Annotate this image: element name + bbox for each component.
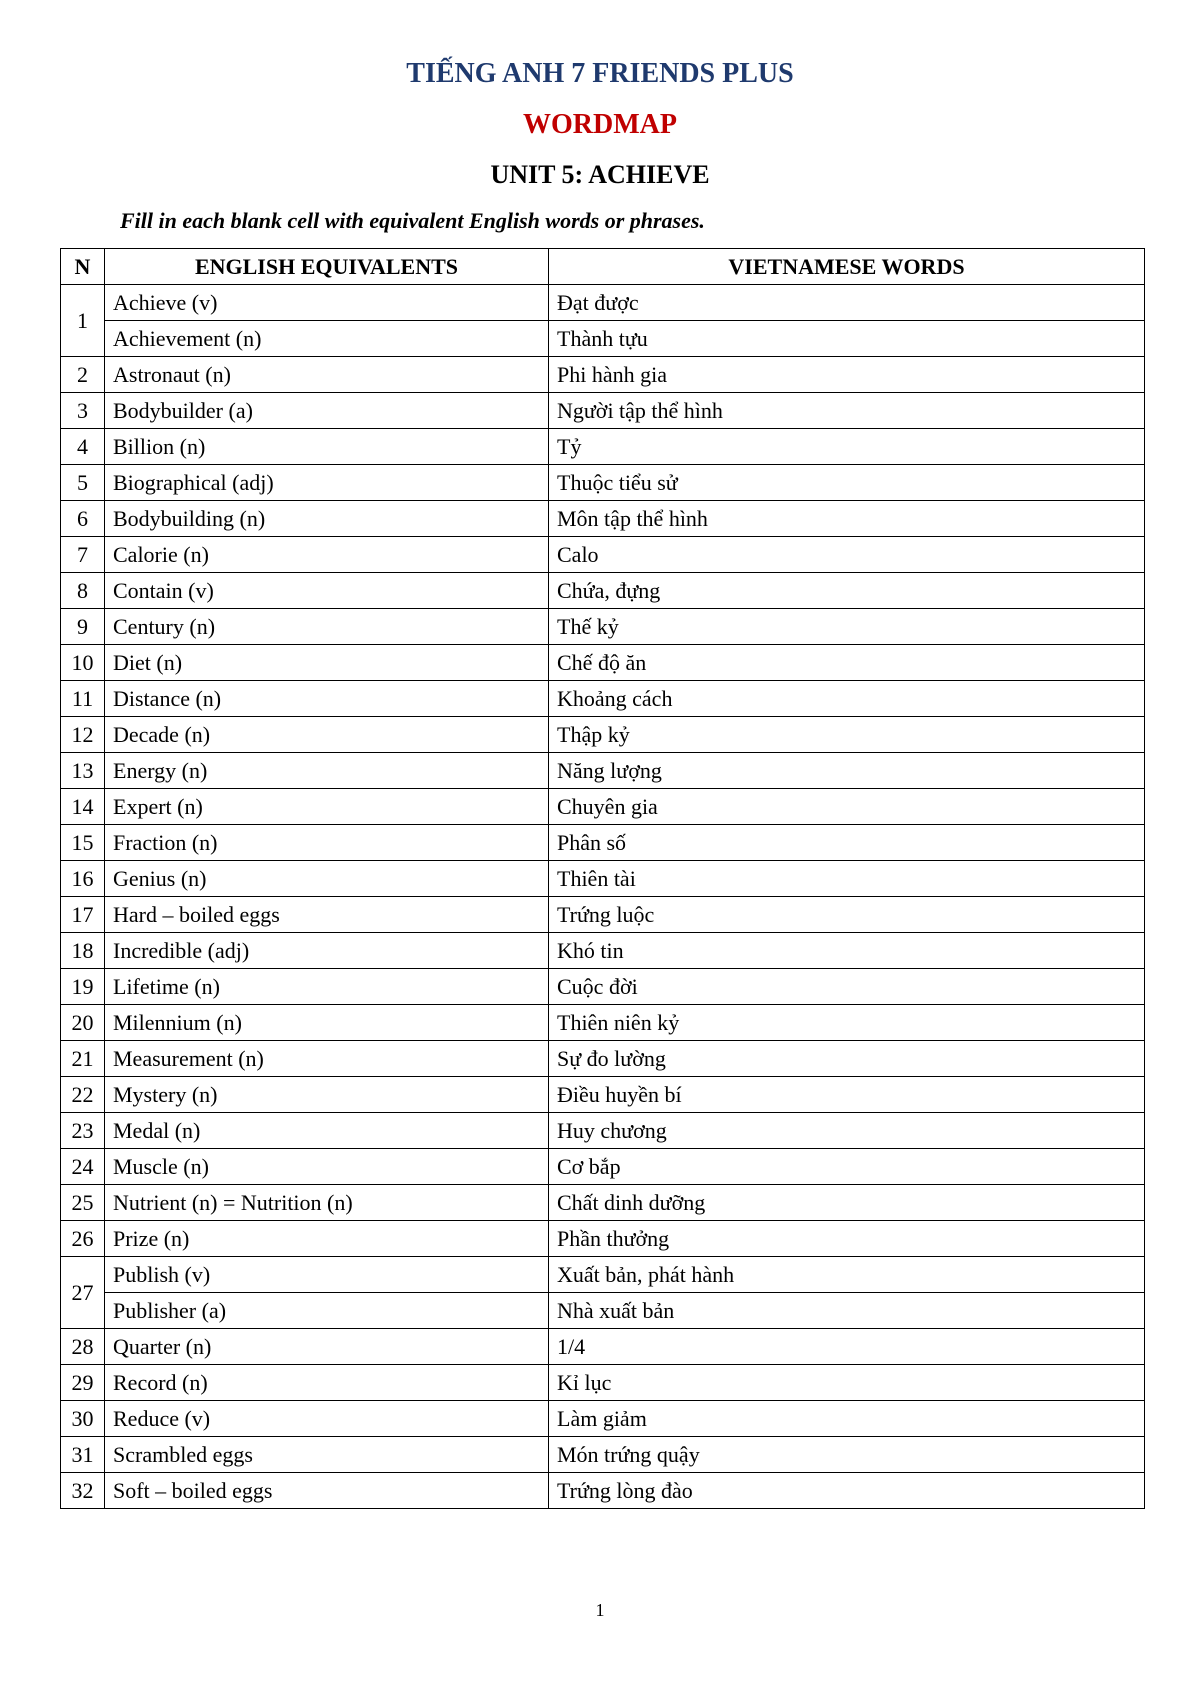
row-number: 29 (61, 1365, 105, 1401)
row-number: 25 (61, 1185, 105, 1221)
row-number: 5 (61, 465, 105, 501)
vietnamese-cell: Trứng lòng đào (549, 1473, 1145, 1509)
vietnamese-cell: Năng lượng (549, 753, 1145, 789)
vietnamese-cell: Xuất bản, phát hành (549, 1257, 1145, 1293)
english-cell: Quarter (n) (105, 1329, 549, 1365)
english-cell: Bodybuilder (a) (105, 393, 549, 429)
english-cell: Soft – boiled eggs (105, 1473, 549, 1509)
vietnamese-cell: Khoảng cách (549, 681, 1145, 717)
english-cell: Publisher (a) (105, 1293, 549, 1329)
vietnamese-cell: Thành tựu (549, 321, 1145, 357)
vietnamese-cell: Thiên tài (549, 861, 1145, 897)
table-row (61, 1473, 1145, 1509)
table-row (61, 717, 1145, 753)
vietnamese-cell: Khó tin (549, 933, 1145, 969)
row-number: 14 (61, 789, 105, 825)
english-cell: Mystery (n) (105, 1077, 549, 1113)
table-row (61, 285, 1145, 321)
table-row (61, 357, 1145, 393)
english-cell: Measurement (n) (105, 1041, 549, 1077)
table-row (61, 933, 1145, 969)
english-cell: Scrambled eggs (105, 1437, 549, 1473)
vietnamese-cell: Kỉ lục (549, 1365, 1145, 1401)
row-number: 18 (61, 933, 105, 969)
vietnamese-cell: Huy chương (549, 1113, 1145, 1149)
row-number: 22 (61, 1077, 105, 1113)
vietnamese-cell: Thiên niên kỷ (549, 1005, 1145, 1041)
table-row (61, 1293, 1145, 1329)
vietnamese-cell: Món trứng quậy (549, 1437, 1145, 1473)
row-number: 23 (61, 1113, 105, 1149)
table-row (61, 501, 1145, 537)
row-number: 11 (61, 681, 105, 717)
english-cell: Milennium (n) (105, 1005, 549, 1041)
row-number: 13 (61, 753, 105, 789)
row-number: 24 (61, 1149, 105, 1185)
row-number: 1 (61, 285, 105, 357)
english-cell: Reduce (v) (105, 1401, 549, 1437)
table-row (61, 609, 1145, 645)
table-row (61, 1113, 1145, 1149)
instruction-text: Fill in each blank cell with equivalent English words or phrases. (120, 208, 705, 233)
table-row (61, 681, 1145, 717)
row-number: 20 (61, 1005, 105, 1041)
table-header-row (61, 249, 1145, 285)
row-number: 9 (61, 609, 105, 645)
row-number: 7 (61, 537, 105, 573)
vietnamese-cell: Làm giảm (549, 1401, 1145, 1437)
english-cell: Biographical (adj) (105, 465, 549, 501)
vietnamese-cell: Trứng luộc (549, 897, 1145, 933)
column-header-english: ENGLISH EQUIVALENTS (105, 249, 549, 285)
table-row (61, 393, 1145, 429)
row-number: 2 (61, 357, 105, 393)
english-cell: Bodybuilding (n) (105, 501, 549, 537)
english-cell: Achievement (n) (105, 321, 549, 357)
english-cell: Diet (n) (105, 645, 549, 681)
row-number: 16 (61, 861, 105, 897)
vietnamese-cell: Thế kỷ (549, 609, 1145, 645)
table-row (61, 753, 1145, 789)
vietnamese-cell: Thập kỷ (549, 717, 1145, 753)
english-cell: Contain (v) (105, 573, 549, 609)
table-row (61, 1329, 1145, 1365)
table-row (61, 1401, 1145, 1437)
table-row (61, 789, 1145, 825)
table-row (61, 1221, 1145, 1257)
wordmap-table (60, 248, 1145, 1509)
vietnamese-cell: Calo (549, 537, 1145, 573)
vietnamese-cell: Thuộc tiểu sử (549, 465, 1145, 501)
row-number: 10 (61, 645, 105, 681)
english-cell: Hard – boiled eggs (105, 897, 549, 933)
english-cell: Record (n) (105, 1365, 549, 1401)
english-cell: Decade (n) (105, 717, 549, 753)
english-cell: Publish (v) (105, 1257, 549, 1293)
english-cell: Prize (n) (105, 1221, 549, 1257)
row-number: 21 (61, 1041, 105, 1077)
english-cell: Muscle (n) (105, 1149, 549, 1185)
table-row (61, 861, 1145, 897)
vietnamese-cell: 1/4 (549, 1329, 1145, 1365)
english-cell: Distance (n) (105, 681, 549, 717)
table-row (61, 1185, 1145, 1221)
vietnamese-cell: Điều huyền bí (549, 1077, 1145, 1113)
vietnamese-cell: Chuyên gia (549, 789, 1145, 825)
column-header-n: N (61, 249, 105, 285)
document-title: TIẾNG ANH 7 FRIENDS PLUS (406, 58, 794, 89)
vietnamese-cell: Phần thưởng (549, 1221, 1145, 1257)
english-cell: Energy (n) (105, 753, 549, 789)
row-number: 32 (61, 1473, 105, 1509)
table-row (61, 1005, 1145, 1041)
english-cell: Nutrient (n) = Nutrition (n) (105, 1185, 549, 1221)
vietnamese-cell: Chế độ ăn (549, 645, 1145, 681)
vietnamese-cell: Sự đo lường (549, 1041, 1145, 1077)
vietnamese-cell: Phi hành gia (549, 357, 1145, 393)
table-row (61, 1365, 1145, 1401)
english-cell: Medal (n) (105, 1113, 549, 1149)
english-cell: Incredible (adj) (105, 933, 549, 969)
table-row (61, 573, 1145, 609)
table-row (61, 321, 1145, 357)
table-row (61, 465, 1145, 501)
column-header-vietnamese: VIETNAMESE WORDS (549, 249, 1145, 285)
table-row (61, 645, 1145, 681)
row-number: 4 (61, 429, 105, 465)
vietnamese-cell: Tỷ (549, 429, 1145, 465)
unit-heading: UNIT 5: ACHIEVE (490, 160, 710, 189)
row-number: 8 (61, 573, 105, 609)
table-row (61, 825, 1145, 861)
row-number: 26 (61, 1221, 105, 1257)
english-cell: Achieve (v) (105, 285, 549, 321)
english-cell: Astronaut (n) (105, 357, 549, 393)
vietnamese-cell: Cơ bắp (549, 1149, 1145, 1185)
page-number: 1 (595, 1600, 605, 1620)
document-subtitle: WORDMAP (523, 109, 677, 140)
row-number: 30 (61, 1401, 105, 1437)
english-cell: Century (n) (105, 609, 549, 645)
row-number: 12 (61, 717, 105, 753)
vietnamese-cell: Người tập thể hình (549, 393, 1145, 429)
row-number: 28 (61, 1329, 105, 1365)
vietnamese-cell: Môn tập thể hình (549, 501, 1145, 537)
table-row (61, 969, 1145, 1005)
row-number: 6 (61, 501, 105, 537)
english-cell: Expert (n) (105, 789, 549, 825)
table-body (61, 285, 1145, 1509)
row-number: 3 (61, 393, 105, 429)
row-number: 17 (61, 897, 105, 933)
row-number: 31 (61, 1437, 105, 1473)
vietnamese-cell: Phân số (549, 825, 1145, 861)
table-row (61, 537, 1145, 573)
vietnamese-cell: Đạt được (549, 285, 1145, 321)
table-row (61, 1149, 1145, 1185)
table-row (61, 1257, 1145, 1293)
row-number: 19 (61, 969, 105, 1005)
vietnamese-cell: Chất dinh dưỡng (549, 1185, 1145, 1221)
english-cell: Fraction (n) (105, 825, 549, 861)
table-row (61, 1041, 1145, 1077)
row-number: 27 (61, 1257, 105, 1329)
english-cell: Genius (n) (105, 861, 549, 897)
table-row (61, 429, 1145, 465)
vietnamese-cell: Chứa, đựng (549, 573, 1145, 609)
row-number: 15 (61, 825, 105, 861)
vietnamese-cell: Nhà xuất bản (549, 1293, 1145, 1329)
table-row (61, 1437, 1145, 1473)
english-cell: Lifetime (n) (105, 969, 549, 1005)
english-cell: Billion (n) (105, 429, 549, 465)
table-row (61, 1077, 1145, 1113)
english-cell: Calorie (n) (105, 537, 549, 573)
vietnamese-cell: Cuộc đời (549, 969, 1145, 1005)
table-row (61, 897, 1145, 933)
